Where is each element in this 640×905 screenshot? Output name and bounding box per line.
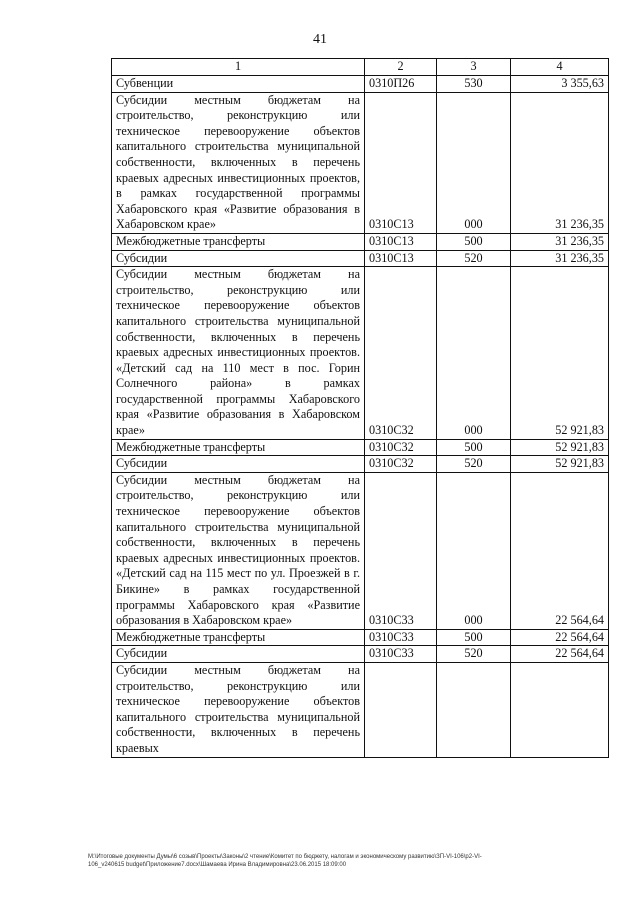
cell-type: 000 xyxy=(437,267,511,440)
cell-name: Субсидии xyxy=(112,646,365,663)
page-number: 41 xyxy=(313,32,327,47)
cell-amount: 22 564,64 xyxy=(511,472,609,629)
table-row xyxy=(112,233,609,250)
cell-name: Субвенции xyxy=(112,76,365,93)
cell-code: 0310С13 xyxy=(365,233,437,250)
cell-name: Межбюджетные трансферты xyxy=(112,629,365,646)
cell-amount: 52 921,83 xyxy=(511,456,609,473)
cell-code: 0310С13 xyxy=(365,250,437,267)
cell-amount: 3 355,63 xyxy=(511,76,609,93)
cell-name: Субсидии местным бюджетам на строительство, реконструкцию или техническое перевооружение объектов капитального строительства муниципальной собственности, включенных в перечень краевых адресных инвестиционных проектов, в рамках государственной программы Хабаровского края «Развитие образования в Хабаровском крае» xyxy=(112,92,365,233)
cell-amount: 31 236,35 xyxy=(511,92,609,233)
cell-type: 520 xyxy=(437,250,511,267)
column-header-4: 4 xyxy=(511,59,609,76)
cell-code: 0310С32 xyxy=(365,439,437,456)
cell-name: Субсидии местным бюджетам на строительство, реконструкцию или техническое перевооружение объектов капитального строительства муниципальной собственности, включенных в перечень краевых адресных инвестиционных проектов. «Детский сад на 115 мест по ул. Проезжей в г. Бикине» в рамках государственной программы Хабаровского края «Развитие образования в Хабаровском крае» xyxy=(112,472,365,629)
column-header-1: 1 xyxy=(112,59,365,76)
column-header-2: 2 xyxy=(365,59,437,76)
cell-code: 0310С33 xyxy=(365,646,437,663)
footer-line-1: M:\Итоговые документы Думы\6 созыв\Проекты\Законы\2 чтение\Комитет по бюджету, налогам и экономическому развитию\ЗП-VI-106\р2-VI- xyxy=(88,854,482,860)
table-row xyxy=(112,76,609,93)
table-row xyxy=(112,472,609,629)
cell-amount: 52 921,83 xyxy=(511,439,609,456)
table-row xyxy=(112,646,609,663)
budget-table xyxy=(111,58,609,758)
table-row xyxy=(112,92,609,233)
column-header-3: 3 xyxy=(437,59,511,76)
cell-type: 000 xyxy=(437,92,511,233)
cell-name: Субсидии местным бюджетам на строительство, реконструкцию или техническое перевооружение объектов капитального строительства муниципальной собственности, включенных в перечень краевых адресных инвестиционных проектов. «Детский сад на 110 мест в пос. Горин Солнечного района» в рамках государственной программы Хабаровского края «Развитие образования в Хабаровском крае» xyxy=(112,267,365,440)
cell-code xyxy=(365,662,437,757)
cell-type: 520 xyxy=(437,646,511,663)
cell-name: Субсидии местным бюджетам на строительство, реконструкцию или техническое перевооружение объектов капитального строительства муниципальной собственности, включенных в перечень краевых xyxy=(112,662,365,757)
cell-name: Субсидии xyxy=(112,250,365,267)
table-body xyxy=(112,76,609,758)
table-row xyxy=(112,662,609,757)
cell-amount: 31 236,35 xyxy=(511,250,609,267)
cell-type: 530 xyxy=(437,76,511,93)
cell-code: 0310С32 xyxy=(365,267,437,440)
table-row xyxy=(112,439,609,456)
cell-amount xyxy=(511,662,609,757)
cell-code: 0310С32 xyxy=(365,456,437,473)
footer-line-2: 106_v240615 budget\Приложение7.docx\Шамаева Ирина Владимировна\23.06.2015 18:09:00 xyxy=(88,862,347,868)
cell-code: 0310С13 xyxy=(365,92,437,233)
cell-type xyxy=(437,662,511,757)
cell-type: 520 xyxy=(437,456,511,473)
table-row xyxy=(112,250,609,267)
cell-type: 500 xyxy=(437,629,511,646)
cell-name: Межбюджетные трансферты xyxy=(112,439,365,456)
cell-name: Субсидии xyxy=(112,456,365,473)
cell-code: 0310С33 xyxy=(365,472,437,629)
table-row xyxy=(112,629,609,646)
cell-code: 0310С33 xyxy=(365,629,437,646)
file-path-footer xyxy=(88,853,618,869)
cell-amount: 22 564,64 xyxy=(511,629,609,646)
cell-type: 500 xyxy=(437,233,511,250)
cell-amount: 52 921,83 xyxy=(511,267,609,440)
cell-amount: 22 564,64 xyxy=(511,646,609,663)
table-row xyxy=(112,456,609,473)
cell-name: Межбюджетные трансферты xyxy=(112,233,365,250)
table-row xyxy=(112,267,609,440)
table-header-row xyxy=(112,59,609,76)
cell-amount: 31 236,35 xyxy=(511,233,609,250)
cell-type: 000 xyxy=(437,472,511,629)
cell-type: 500 xyxy=(437,439,511,456)
cell-code: 0310П26 xyxy=(365,76,437,93)
